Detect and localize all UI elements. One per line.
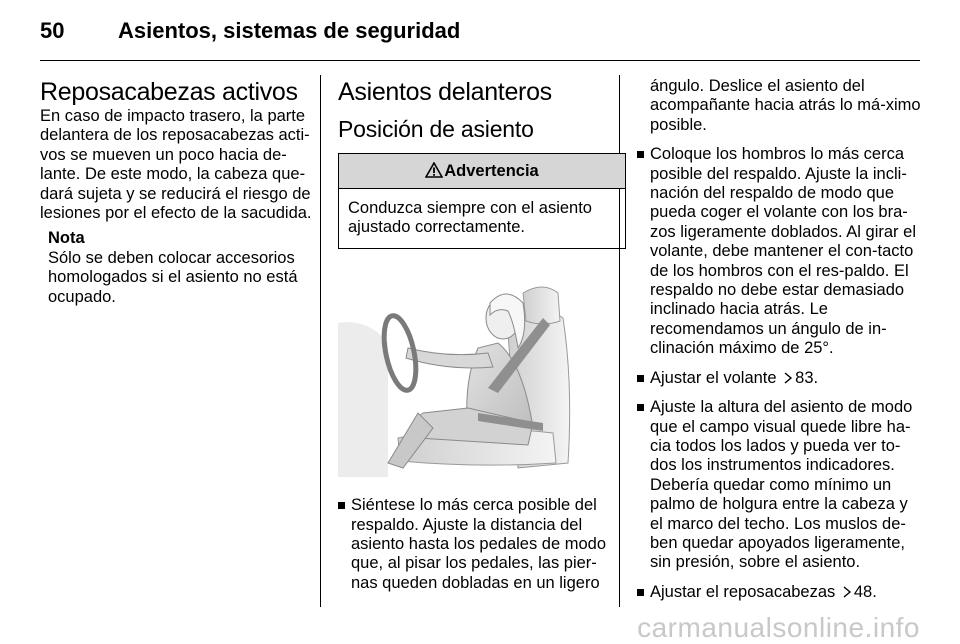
- running-title: Asientos, sistemas de seguridad: [118, 18, 461, 43]
- header-rule: [40, 60, 920, 61]
- section-heading-active-headrests: Reposacabezas activos: [40, 78, 298, 106]
- bullet-continuation: ángulo. Deslice el asiento del acompañante hacia atrás lo má-ximo posible.: [650, 77, 921, 134]
- list-item: Ajuste la altura del asiento de modo que el campo visual quede libre ha-cia todos los lados y pueda ver to-dos los instrumentos indicadores. Debería quedar como mínimo un palmo de holgura entre la cabeza y el marco del techo. Los muslos de-ben quedar apoyados ligeramente, sin presión, sobre el asiento.: [637, 398, 921, 573]
- note-block: [40, 229, 312, 307]
- warning-box: [338, 153, 626, 249]
- warning-text: Conduzca siempre con el asiento ajustado correctamente.: [348, 199, 592, 237]
- page-reference[interactable]: 83.: [795, 368, 819, 387]
- page-number: 50: [40, 18, 65, 43]
- right-column: [637, 77, 921, 612]
- seat-instructions-list: [338, 496, 614, 593]
- column-divider-left: [320, 75, 321, 607]
- left-column: [40, 77, 312, 307]
- subheading-seat-position: Posición de asiento: [338, 116, 534, 142]
- active-headrests-paragraph: En caso de impacto trasero, la parte delantera de los reposacabezas acti-vos se mueven un poco hacia de-lante. De este modo, la cabeza que-dará sujeta y se reducirá el riesgo de lesiones por el efecto de la sacudida.: [40, 107, 312, 223]
- list-item: Siéntese lo más cerca posible del respaldo. Ajuste la distancia del asiento hasta los pedales de modo que, al pisar los pedales, las pier-nas queden dobladas en un ligero: [338, 496, 614, 593]
- watermark: carmanualsonline.info: [637, 612, 920, 643]
- page-reference-icon: [842, 586, 852, 598]
- list-item: [637, 583, 921, 602]
- page-reference-icon: [783, 372, 793, 384]
- middle-column: [338, 77, 614, 603]
- page-reference[interactable]: 48.: [853, 582, 877, 601]
- note-title: Nota: [48, 229, 85, 248]
- section-heading-front-seats: Asientos delanteros: [338, 78, 552, 106]
- warning-header: [339, 154, 625, 189]
- list-item-text: Ajustar el volante: [650, 368, 777, 387]
- note-text: Sólo se deben colocar accesorios homologados si el asiento no está ocupado.: [48, 248, 298, 306]
- list-item: [637, 369, 921, 388]
- driver-seat-position-illustration: [338, 263, 598, 477]
- list-item: Coloque los hombros lo más cerca posible del respaldo. Ajuste la incli-nación del respaldo de modo que pueda coger el volante con los bra-zos ligeramente doblados. Al girar el volante, debe mantener el con-tacto de los hombros con el res-paldo. El respaldo no debe estar demasiado inclinado hacia atrás. Le recomendamos un ángulo de in-clinación máximo de 25°.: [637, 145, 921, 358]
- list-item-text: Ajustar el reposacabezas: [650, 582, 836, 601]
- warning-title: Advertencia: [444, 162, 539, 180]
- seat-instructions-list-continued: [637, 145, 921, 602]
- warning-triangle-icon: [425, 162, 443, 178]
